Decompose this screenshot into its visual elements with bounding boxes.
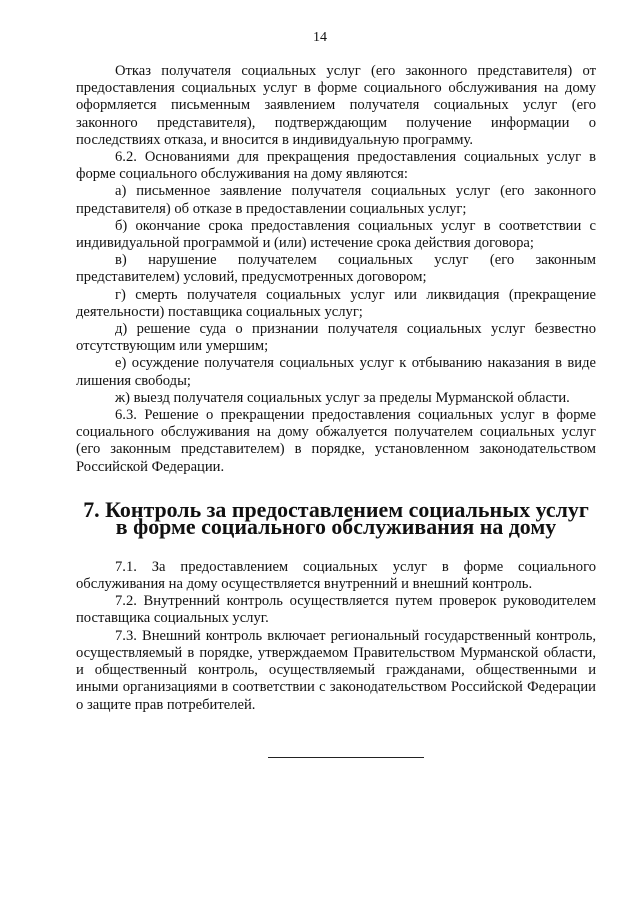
end-divider [268,757,424,758]
list-item-zh: ж) выезд получателя социальных услуг за пределы Мурманской области. [115,389,570,406]
page-number: 14 [313,30,327,45]
list-item-g: г) смерть получателя социальных услуг или ликвидация (прекращение деятельности) поставщика социальных услуг; [76,286,596,320]
section-title: 7. Контроль за предоставлением социальных услуг в форме социального обслуживания на дому [83,496,589,540]
paragraph-refusal: Отказ получателя социальных услуг (его законного представителя) от предоставления социальных услуг в форме социального обслуживания на дому оформляется письменным заявлением получателя социальных услуг (его законного представителя), подтверждающим получение информации о последствиях отказа, и вносится в индивидуальную программу. [76,63,596,148]
document-body [76,63,596,714]
paragraph-7-1: 7.1. За предоставлением социальных услуг в форме социального обслуживания на дому осуществляется внутренний и внешний контроль. [76,558,596,593]
list-item-v: в) нарушение получателем социальных услуг (его законным представителем) условий, предусмотренных договором; [76,252,596,286]
list-item-a: а) письменное заявление получателя социальных услуг (его законного представителя) об отказе в предоставлении социальных услуг; [76,183,596,217]
list-item-d: д) решение суда о признании получателя социальных услуг безвестно отсутствующим или умершим; [76,321,596,355]
paragraph-6-3: 6.3. Решение о прекращении предоставления социальных услуг в форме социального обслуживания на дому обжалуется получателем социальных услуг (его законным представителем) в порядке, установленном законодательством Российской Федерации. [76,407,596,475]
list-item-b: б) окончание срока предоставления социальных услуг в соответствии с индивидуальной программой и (или) истечение срока действия договора; [76,217,596,252]
list-item-e: е) осуждение получателя социальных услуг к отбыванию наказания в виде лишения свободы; [76,355,596,389]
paragraph-7-3: 7.3. Внешний контроль включает региональный государственный контроль, осуществляемый в порядке, утверждаемом Правительством Мурманской области, и общественный контроль, осуществляемый гражданами, общественными и иными организациями в соответствии с законодательством Российской Федерации о защите прав потребителей. [76,627,596,713]
paragraph-7-2: 7.2. Внутренний контроль осуществляется путем проверок руководителем поставщика социальных услуг. [76,593,596,627]
paragraph-6-2: 6.2. Основаниями для прекращения предоставления социальных услуг в форме социального обслуживания на дому являются: [76,149,596,183]
